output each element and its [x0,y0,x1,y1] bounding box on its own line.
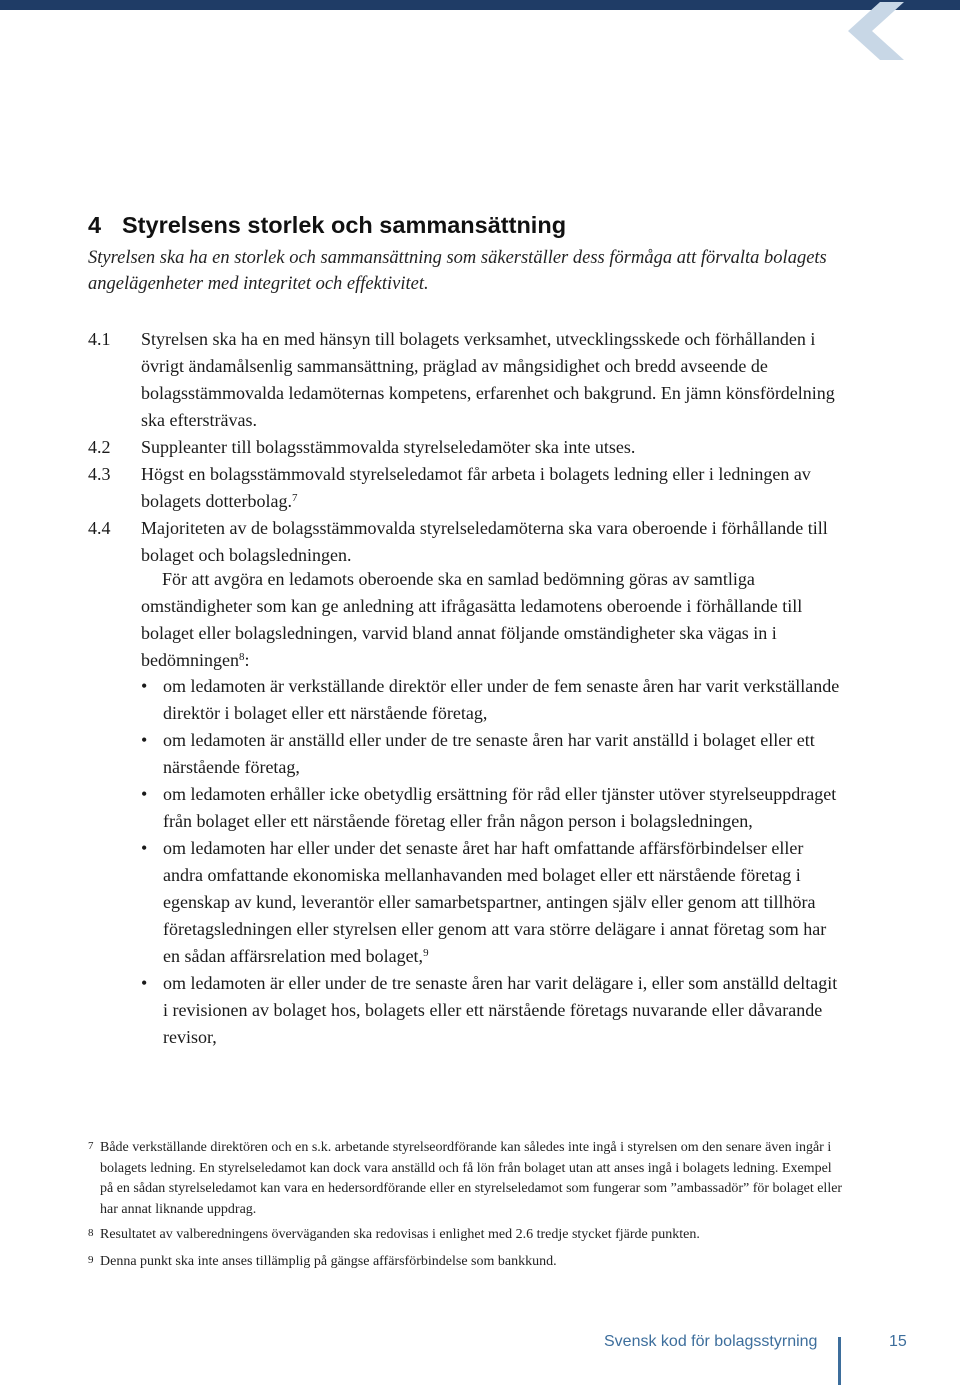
footnote-8 [88,1225,848,1246]
footnote-ref: 8 [238,651,245,663]
list-item: • om ledamoten är anställd eller under de tre senaste åren har varit anställd i bolaget eller ett närstående företag, [141,727,841,781]
clause-4-4 [88,515,848,569]
clause-text: Styrelsen ska ha en med hänsyn till bolagets verksamhet, utvecklingsskede och förhållanden i övrigt ändamålsenlig sammansättning, präglad av mångsidighet och bredd avseende de bolagsstämmovalda ledamöternas kompetens, erfarenhet och bakgrund. En jämn könsfördelning ska eftersträvas. [141,329,835,430]
clause-number: 4.4 [88,518,111,538]
bullet-icon: • [141,730,148,750]
clause-text: Suppleanter till bolagsstämmovalda styrelseledamöter ska inte utses. [141,437,636,457]
clause-number: 4.2 [88,437,111,457]
clause-4-3 [88,461,848,515]
top-bar [0,0,960,10]
section-heading [88,212,566,239]
bullet-icon: • [141,676,148,696]
clause-4-1 [88,326,848,434]
bullet-icon: • [141,838,148,858]
clause-number: 4.3 [88,464,111,484]
list-item: • om ledamoten är verkställande direktör eller under de fem senaste åren har varit verkställande direktör i bolaget eller ett närstående företag, [141,673,841,727]
footer-title: Svensk kod för bolagsstyrning [604,1333,818,1350]
footnote-ref: 9 [423,947,429,959]
footnote-text: Denna punkt ska inte anses tillämplig på gängse affärsförbindelse som bankkund. [100,1254,557,1269]
bullet-icon: • [141,973,148,993]
list-item: • om ledamoten är eller under de tre senaste åren har varit delägare i, eller som anställd deltagit i revisionen av bolaget hos, bolagets eller ett närstående företags nuvarande eller dåvarande revisor, [141,970,841,1051]
page-number: 15 [889,1333,907,1350]
footnote-7 [88,1138,848,1220]
clause-text: Majoriteten av de bolagsstämmovalda styrelseledamöterna ska vara oberoende i förhållande till bolaget och bolagsledningen. [141,518,828,565]
independence-paragraph: För att avgöra en ledamots oberoende ska en samlad bedömning göras av samtliga omständigheter som kan ge anledning att ifrågasätta ledamotens oberoende i förhållande till bolaget eller bolagsledningen, varvid bland annat följande omständigheter ska vägas in i bedömningen$^8$: [141,569,803,670]
list-item: • om ledamoten har eller under det senaste året har haft omfattande affärsförbindelser eller andra omfattande ekonomiska mellanhavanden med bolaget eller ett närstående företag i egenskap av kund, leverantör eller samarbetspartner, antingen själv eller genom att tillhöra företagsledningen eller styrelsen eller genom att vara större delägare i annat företag som har en sådan affärsrelation med bolaget,$^9$ [141,835,841,970]
footer-divider [838,1337,841,1385]
footnote-9 [88,1252,848,1273]
section-number: 4 [88,212,102,238]
independence-criteria-list [141,673,841,1051]
section-title: Styrelsens storlek och sammansättning [122,212,567,238]
bullet-icon: • [141,784,148,804]
chevron-left-icon [848,2,904,60]
footnote-text: Resultatet av valberedningens överväganden ska redovisas i enlighet med 2.6 tredje stycket fjärde punkten. [100,1227,700,1242]
clause-4-2 [88,434,848,461]
footnote-text: Både verkställande direktören och en s.k. arbetande styrelseordförande kan således inte ingå i styrelsen om den senare även ingår i bolagets ledning. En styrelseledamot kan dock vara anställd och få lön från bolaget utan att anses ingå i bolagets ledning. Exempel på en sådan styrelseledamot kan vara en hedersordförande eller en styrelseledamot som fungerar som ”ambassadör” för bolaget eller har annat liknande uppdrag. [100,1140,843,1217]
footnote-ref: 7 [291,492,298,504]
clause-text: Högst en bolagsstämmovald styrelseledamot får arbeta i bolagets ledning eller i ledningen av bolagets dotterbolag.$^7$ [141,464,811,511]
list-item: • om ledamoten erhåller icke obetydlig ersättning för råd eller tjänster utöver styrelseuppdraget från bolaget eller ett närstående företag eller från någon person i bolagsledningen, [141,781,841,835]
footnote-number: 7 [88,1140,94,1152]
footnote-number: 9 [88,1254,94,1266]
clause-number: 4.1 [88,329,111,349]
footnote-number: 8 [88,1227,94,1239]
section-lead: Styrelsen ska ha en storlek och sammansättning som säkerställer dess förmåga att förvalta bolagets angelägenheter med integritet och effektivitet. [88,248,827,294]
